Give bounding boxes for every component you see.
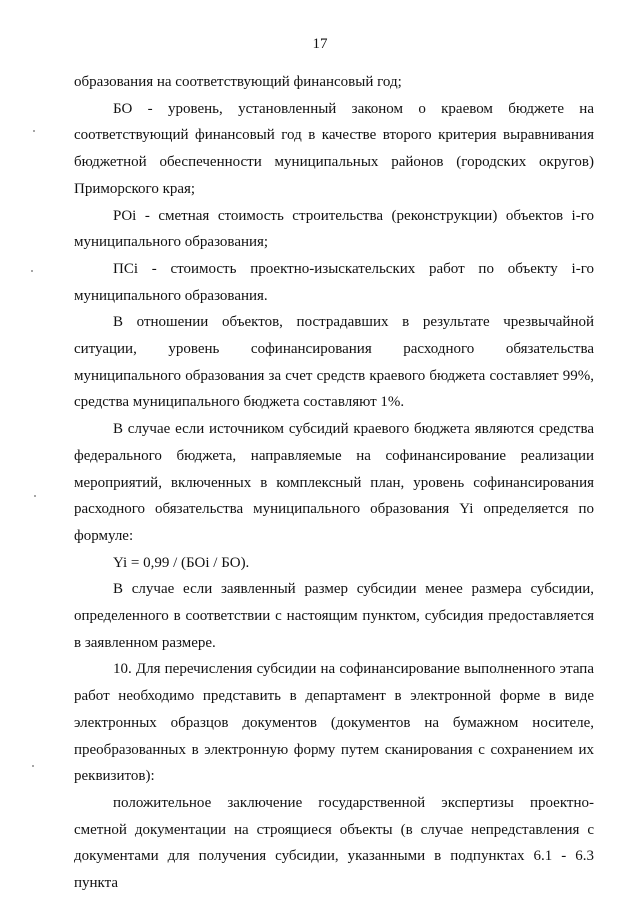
text-line: БО - уровень, установленный законом о краевом бюджете на [113, 100, 594, 117]
text-line: формуле: [74, 527, 134, 544]
scan-mark [31, 270, 33, 272]
text-line: работ необходимо представить в департамент в электронной форме в виде [74, 688, 594, 705]
scan-mark [33, 130, 35, 132]
text-line: положительное заключение государственной экспертизы проектно- [113, 794, 594, 811]
text-line: Приморского края; [74, 180, 196, 197]
text-line: В отношении объектов, пострадавших в результате чрезвычайной [113, 314, 594, 331]
text-line: В случае если заявленный размер субсидии менее размера субсидии, [113, 581, 594, 598]
text-line: реквизитов): [74, 768, 155, 785]
text-line: определенного в соответствии с настоящим пунктом, субсидия предоставляется [74, 608, 594, 625]
text-line: Yi = 0,99 / (БОi / БО). [113, 554, 250, 571]
text-line: электронных образцов документов (документов на бумажном носителе, [74, 714, 594, 731]
text-line: соответствующий финансовый год в качестве второго критерия выравнивания [74, 127, 594, 144]
text-line: POi - сметная стоимость строительства (реконструкции) объектов i-го [113, 207, 594, 224]
text-line: ПСi - стоимость проектно-изыскательских работ по объекту i-го [113, 260, 594, 277]
scan-mark [32, 765, 34, 767]
text-line: бюджетной обеспеченности муниципальных районов (городских округов) [74, 154, 594, 171]
text-line: В случае если источником субсидий краевого бюджета являются средства [113, 421, 594, 438]
text-line: расходного обязательства муниципального образования Yi определяется по [74, 501, 594, 518]
text-line: федерального бюджета, направляемые на софинансирование реализации [74, 447, 594, 464]
text-line: ситуации, уровень софинансирования расходного обязательства [74, 341, 594, 358]
text-line: муниципального образования. [74, 287, 268, 304]
text-line: средства муниципального бюджета составляют 1%. [74, 394, 405, 411]
text-line: в заявленном размере. [74, 634, 216, 651]
text-line: сметной документации на строящиеся объекты (в случае непредставления с [74, 821, 594, 838]
text-line: преобразованных в электронную форму путем сканирования с сохранением их [74, 741, 594, 758]
document-body [74, 69, 594, 897]
text-line: муниципального образования; [74, 234, 269, 251]
text-line: муниципального образования за счет средств краевого бюджета составляет 99%, [74, 367, 594, 384]
page-number: 17 [312, 36, 328, 52]
scan-mark [34, 495, 36, 497]
text-line: документами для получения субсидии, указанными в подпунктах 6.1 - 6.3 пункта [74, 848, 594, 892]
text-line: мероприятий, включенных в комплексный план, уровень софинансирования [74, 474, 594, 491]
text-line: 10. Для перечисления субсидии на софинансирование выполненного этапа [113, 661, 594, 678]
text-line: образования на соответствующий финансовый год; [74, 74, 402, 90]
